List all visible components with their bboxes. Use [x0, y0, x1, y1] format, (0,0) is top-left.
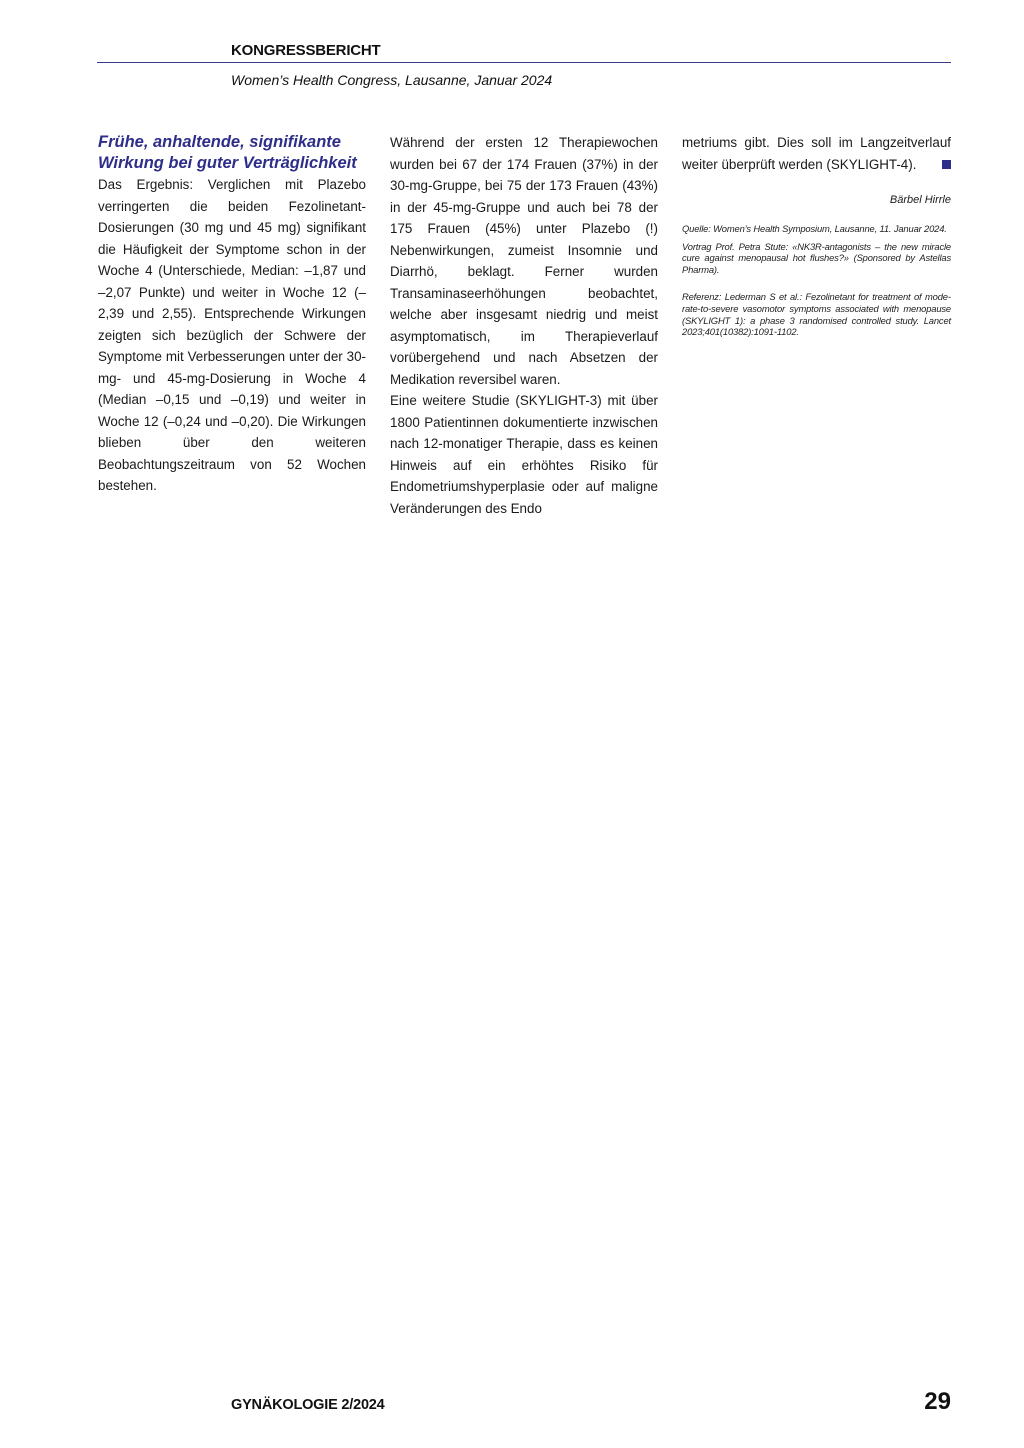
author-name: Bärbel Hirrle [889, 194, 951, 206]
section-title: KONGRESSBERICHT [231, 42, 381, 59]
conclusion-text: metriums gibt. Dies soll im Langzeitverlauf weiter überprüft werden (SKYLIGHT-4). [682, 135, 951, 172]
paragraph-side-effects: Während der ersten 12 Therapiewochen wurden bei 67 der 174 Frauen (37%) in der 30-mg-Gruppe, bei 75 der 173 Frauen (43%) in der 45-mg-Gruppe und auch bei 78 der 175 Frauen (45%) unter Plazebo (!) Nebenwirkungen, zumeist Insomnie und Diarrhö, beklagt. Ferner wurden Transaminaseerhöhungen beobachtet, welche aber insgesamt niedrig und meist asymptomatisch, im Therapieverlauf vorübergehend und nach Absetzen der Medikation reversibel waren. [390, 135, 658, 387]
column-1 [98, 132, 366, 497]
page-number: 29 [924, 1388, 951, 1415]
header-divider [97, 62, 951, 63]
column-3 [682, 132, 951, 338]
congress-subtitle: Women’s Health Congress, Lausanne, Januar 2024 [231, 72, 553, 88]
column-2 [390, 132, 658, 519]
source-vortrag: Vortrag Prof. Petra Stute: «NK3R-antagonists – the new miracle cure against menopausal hot flushes?» (Sponsored by Astellas Pharma). [682, 240, 951, 275]
paragraph-results: Das Ergebnis: Verglichen mit Plazebo verringerten die beiden Fezolinetant-Dosierungen (30 mg und 45 mg) signifikant die Häufigkeit der Symptome schon in der Woche 4 (Unterschiede, Median: –1,87 und –2,07 Punkte) und weiter in Woche 12 (–2,39 und 2,55). Entsprechende Wirkungen zeigten sich bezüglich der Schwere der Symptome mit Verbesserungen unter der 30-mg- und 45-mg-Dosierung in Woche 4 (Median –0,15 und –0,19) und weiter in Woche 12 (–0,24 und –0,20). Die Wirkungen blieben über den weiteren Beobachtungszeitraum von 52 Wochen bestehen. [98, 177, 366, 493]
paragraph-skylight3: Eine weitere Studie (SKYLIGHT-3) mit über 1800 Patientinnen dokumentierte inzwischen nach 12-monatiger Therapie, dass es keinen Hinweis auf ein erhöhtes Risiko für Endometriumshyperplasie oder auf maligne Veränderungen des Endo [390, 393, 658, 516]
source-quelle: Quelle: Women’s Health Symposium, Lausanne, 11. Januar 2024. [682, 223, 947, 234]
source-referenz: Referenz: Lederman S et al.: Fezolinetant for treatment of moderate-to-severe vasomotor symptoms associated with menopause (SKYLIGHT 1): a phase 3 randomised controlled study. Lancet 2023;401(10382):1091-1102. [682, 291, 951, 338]
article-headline: Frühe, anhaltende, signifikante Wirkung bei guter Verträglichkeit [98, 133, 357, 172]
paragraph-conclusion [682, 132, 951, 175]
end-of-article-square-icon [942, 160, 951, 169]
journal-footer: GYNÄKOLOGIE 2/2024 [231, 1397, 385, 1413]
